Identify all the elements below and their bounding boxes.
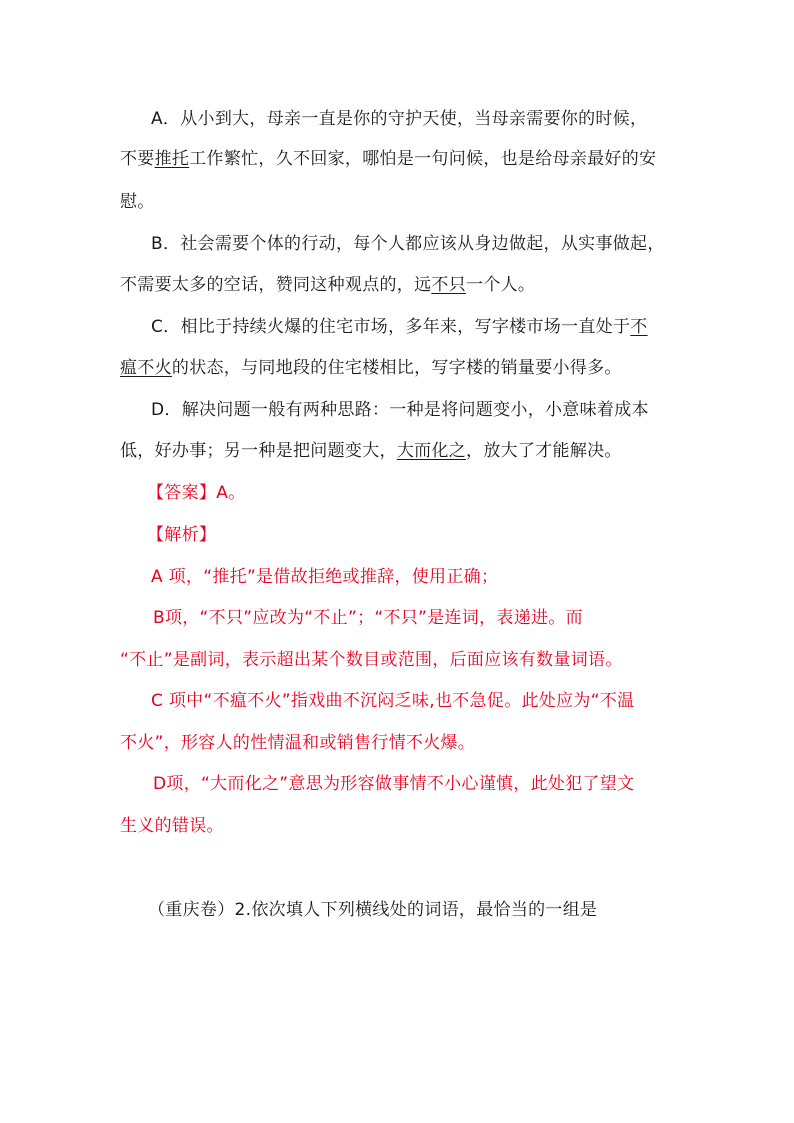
option-d-text-after: ，放大了才能解决。 (466, 441, 622, 461)
option-c-underlined-term-part-1: 不 (630, 317, 648, 337)
option-b-text-before: 不需要太多的空话，赞同这种观点的，远 (120, 275, 432, 295)
option-c-text-after: 的状态，与同地段的住宅楼相比，写字楼的销量要小得多。 (171, 358, 622, 378)
analysis-d-line-1: D项，“大而化之”意思为形容做事情不小心谨慎，此处犯了望文 (153, 774, 635, 794)
analysis-c-line-1: C 项中“不瘟不火”指戏曲不沉闷乏味,也不急促。此处应为“不温 (151, 691, 635, 711)
option-d-line-1: D．解决问题一般有两种思路：一种是将问题变小，小意味着成本 (151, 400, 649, 420)
option-d-line-2 (120, 439, 622, 463)
option-a-line-3: 慰。 (120, 192, 155, 212)
option-c-line-1 (151, 315, 648, 339)
option-d-underlined-term: 大而化之 (396, 441, 467, 461)
analysis-c-line-2: 不火”，形容人的性情温和或销售行情不火爆。 (120, 733, 476, 753)
option-a-underlined-term: 推托 (154, 149, 190, 169)
analysis-d-line-2: 生义的错误。 (120, 816, 224, 836)
analysis-a-line: A 项，“推托”是借故拒绝或推辞，使用正确； (151, 567, 499, 587)
option-c-underlined-term-part-2: 瘟不火 (120, 358, 172, 378)
option-b-underlined-term: 不只 (431, 275, 467, 295)
option-c-text-before: C．相比于持续火爆的住宅市场，多年来，写字楼市场一直处于 (151, 317, 631, 337)
analysis-b-line-2: “不止”是副词，表示超出某个数目或范围，后面应该有数量词语。 (120, 650, 623, 670)
option-c-line-2 (120, 356, 622, 380)
analysis-label: 【解析】 (147, 525, 217, 545)
next-question-heading: （重庆卷）2.依次填人下列横线处的词语，最恰当的一组是 (148, 900, 598, 920)
option-a-line-2 (120, 147, 656, 171)
answer-label: 【答案】A。 (147, 483, 246, 503)
option-a-line-1: A．从小到大，母亲一直是你的守护天使，当母亲需要你的时候， (151, 109, 648, 129)
option-a-text-after: 工作繁忙，久不回家，哪怕是一句问候，也是给母亲最好的安 (189, 149, 657, 169)
analysis-b-line-1: B项，“不只”应改为“不止”；“不只”是连词，表递进。而 (153, 608, 583, 628)
option-b-text-after: 一个人。 (466, 275, 536, 295)
option-a-text-before: 不要 (120, 149, 155, 169)
option-b-line-2 (120, 273, 535, 297)
option-d-text-before: 低，好办事；另一种是把问题变大， (120, 441, 397, 461)
option-b-line-1: B．社会需要个体的行动，每个人都应该从身边做起，从实事做起， (151, 234, 665, 254)
